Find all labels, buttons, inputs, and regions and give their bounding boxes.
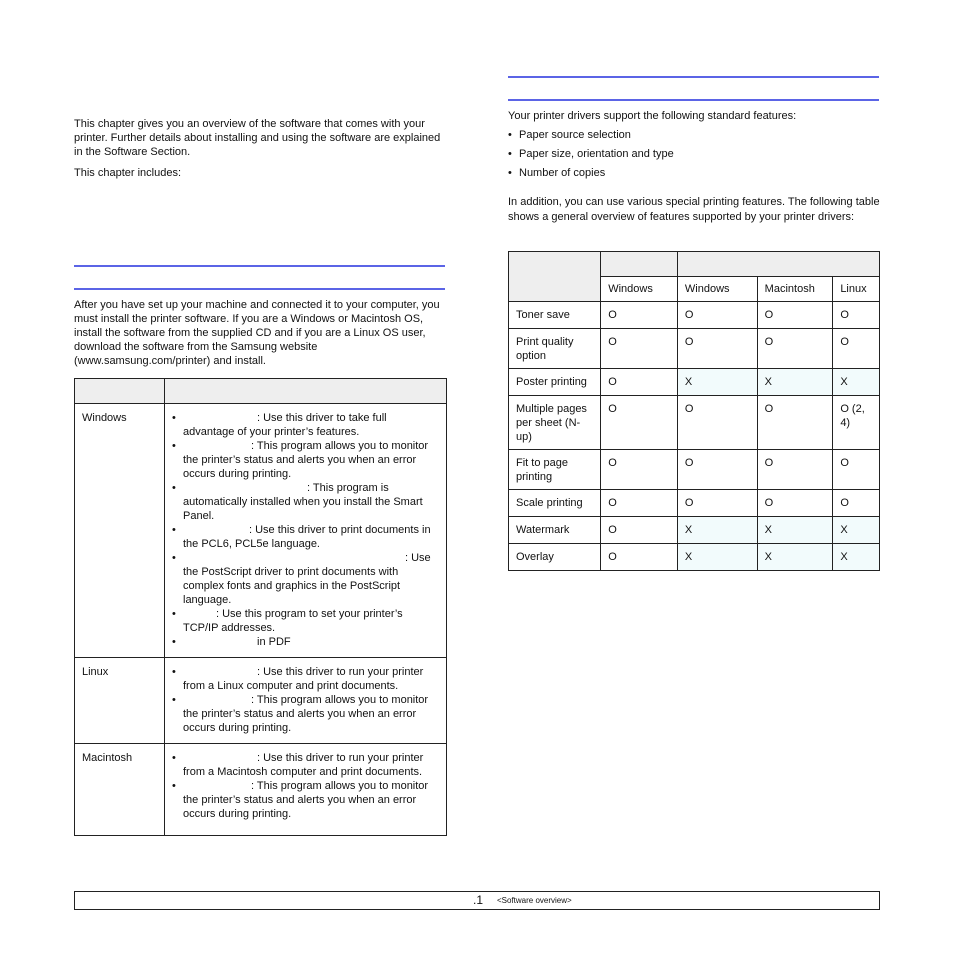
list-item: • : Use the PostScript driver to print documents with complex fonts and graphics in the PostScript language. bbox=[171, 551, 438, 607]
os-cell: Macintosh bbox=[75, 744, 165, 836]
items-cell bbox=[165, 658, 447, 744]
chapter-title: <Software overview> bbox=[497, 896, 572, 905]
feature-value: O bbox=[677, 450, 757, 490]
install-paragraph: After you have set up your machine and connected it to your computer, you must install the printer software. If you are a Windows or Macintosh OS, install the software from the supplied CD and if you are a Linux OS user, download the software from the Samsung website (www.samsung.com/printer) and install. bbox=[74, 299, 440, 367]
feature-value: O bbox=[601, 369, 678, 396]
page-number: .1 bbox=[473, 893, 484, 907]
column-header: Windows bbox=[677, 277, 757, 302]
includes-paragraph: This chapter includes: bbox=[74, 167, 181, 179]
feature-value: X bbox=[677, 517, 757, 544]
items-cell bbox=[165, 744, 447, 836]
software-list bbox=[171, 665, 438, 735]
feature-value: O bbox=[601, 396, 678, 450]
special-features-paragraph: In addition, you can use various special printing features. The following table shows a general overview of features supported by your printer drivers: bbox=[508, 196, 880, 223]
table-row bbox=[75, 658, 447, 744]
feature-value: O bbox=[677, 490, 757, 517]
feature-value: O bbox=[677, 396, 757, 450]
feature-value: O bbox=[601, 490, 678, 517]
feature-value: O (2, 4) bbox=[833, 396, 880, 450]
header-cell-os bbox=[75, 379, 165, 404]
feature-name: Fit to page printing bbox=[509, 450, 601, 490]
header-cell-group bbox=[601, 252, 678, 277]
list-item: • : This program allows you to monitor the printer’s status and alerts you when an error occurs during printing. bbox=[171, 779, 438, 821]
feature-value: O bbox=[833, 302, 880, 329]
feature-value: O bbox=[677, 302, 757, 329]
feature-value: X bbox=[677, 544, 757, 571]
section-rule-bottom-right bbox=[508, 99, 879, 101]
feature-table-header bbox=[509, 252, 880, 277]
feature-value: X bbox=[757, 517, 833, 544]
feature-name: Poster printing bbox=[509, 369, 601, 396]
feature-name: Scale printing bbox=[509, 490, 601, 517]
feature-value: O bbox=[833, 450, 880, 490]
list-item: • Number of copies bbox=[508, 166, 674, 185]
column-header: Macintosh bbox=[757, 277, 833, 302]
support-paragraph: Your printer drivers support the following standard features: bbox=[508, 110, 797, 122]
feature-value: O bbox=[757, 450, 833, 490]
feature-value: X bbox=[757, 544, 833, 571]
table-row bbox=[509, 302, 880, 329]
table-row bbox=[509, 490, 880, 517]
feature-value: O bbox=[601, 517, 678, 544]
feature-value: X bbox=[833, 544, 880, 571]
table-row bbox=[509, 396, 880, 450]
header-cell-contents bbox=[165, 379, 447, 404]
standard-features-list bbox=[508, 128, 674, 185]
feature-value: X bbox=[677, 369, 757, 396]
os-cell: Linux bbox=[75, 658, 165, 744]
table-row bbox=[509, 517, 880, 544]
list-item: • in PDF bbox=[171, 635, 438, 649]
feature-value: O bbox=[757, 490, 833, 517]
feature-value: O bbox=[833, 490, 880, 517]
table-row bbox=[509, 450, 880, 490]
header-cell-group bbox=[677, 252, 879, 277]
feature-name: Toner save bbox=[509, 302, 601, 329]
list-item: • : Use this driver to run your printer from a Macintosh computer and print documents. bbox=[171, 751, 438, 779]
section-rule-top-right bbox=[508, 76, 879, 78]
feature-value: O bbox=[757, 302, 833, 329]
items-cell bbox=[165, 404, 447, 658]
software-table bbox=[74, 378, 447, 836]
feature-value: O bbox=[833, 329, 880, 369]
list-item: • Paper source selection bbox=[508, 128, 674, 147]
list-item: • : Use this program to set your printer’s TCP/IP addresses. bbox=[171, 607, 438, 635]
table-row bbox=[509, 329, 880, 369]
list-item: • : Use this driver to take full advantage of your printer’s features. bbox=[171, 411, 438, 439]
feature-name: Multiple pages per sheet (N-up) bbox=[509, 396, 601, 450]
feature-table bbox=[508, 251, 880, 571]
feature-value: X bbox=[833, 369, 880, 396]
feature-value: X bbox=[757, 369, 833, 396]
feature-value: X bbox=[833, 517, 880, 544]
feature-name: Watermark bbox=[509, 517, 601, 544]
table-row bbox=[509, 544, 880, 571]
software-table-header bbox=[75, 379, 447, 404]
feature-value: O bbox=[757, 329, 833, 369]
software-list bbox=[171, 411, 438, 649]
list-item: • Paper size, orientation and type bbox=[508, 147, 674, 166]
table-row bbox=[75, 404, 447, 658]
feature-value: O bbox=[601, 450, 678, 490]
section-rule-top bbox=[74, 265, 445, 267]
software-list bbox=[171, 751, 438, 821]
feature-value: O bbox=[601, 302, 678, 329]
feature-name: Overlay bbox=[509, 544, 601, 571]
feature-value: O bbox=[601, 329, 678, 369]
column-header: Windows bbox=[601, 277, 678, 302]
table-row bbox=[509, 369, 880, 396]
feature-value: O bbox=[757, 396, 833, 450]
list-item: • : Use this driver to print documents in the PCL6, PCL5e language. bbox=[171, 523, 438, 551]
feature-value: O bbox=[677, 329, 757, 369]
os-cell: Windows bbox=[75, 404, 165, 658]
list-item: • : This program allows you to monitor the printer’s status and alerts you when an error occurs during printing. bbox=[171, 693, 438, 735]
feature-name: Print quality option bbox=[509, 329, 601, 369]
feature-value: O bbox=[601, 544, 678, 571]
list-item: • : Use this driver to run your printer from a Linux computer and print documents. bbox=[171, 665, 438, 693]
list-item: • : This program allows you to monitor the printer’s status and alerts you when an error occurs during printing. bbox=[171, 439, 438, 481]
intro-paragraph: This chapter gives you an overview of the software that comes with your printer. Further details about installing and using the software are explained in the Software Section. bbox=[74, 118, 441, 158]
header-cell-feature bbox=[509, 252, 601, 302]
table-row bbox=[75, 744, 447, 836]
list-item: • : This program is automatically installed when you install the Smart Panel. bbox=[171, 481, 438, 523]
column-header: Linux bbox=[833, 277, 880, 302]
page-footer bbox=[74, 891, 880, 910]
section-rule-bottom bbox=[74, 288, 445, 290]
